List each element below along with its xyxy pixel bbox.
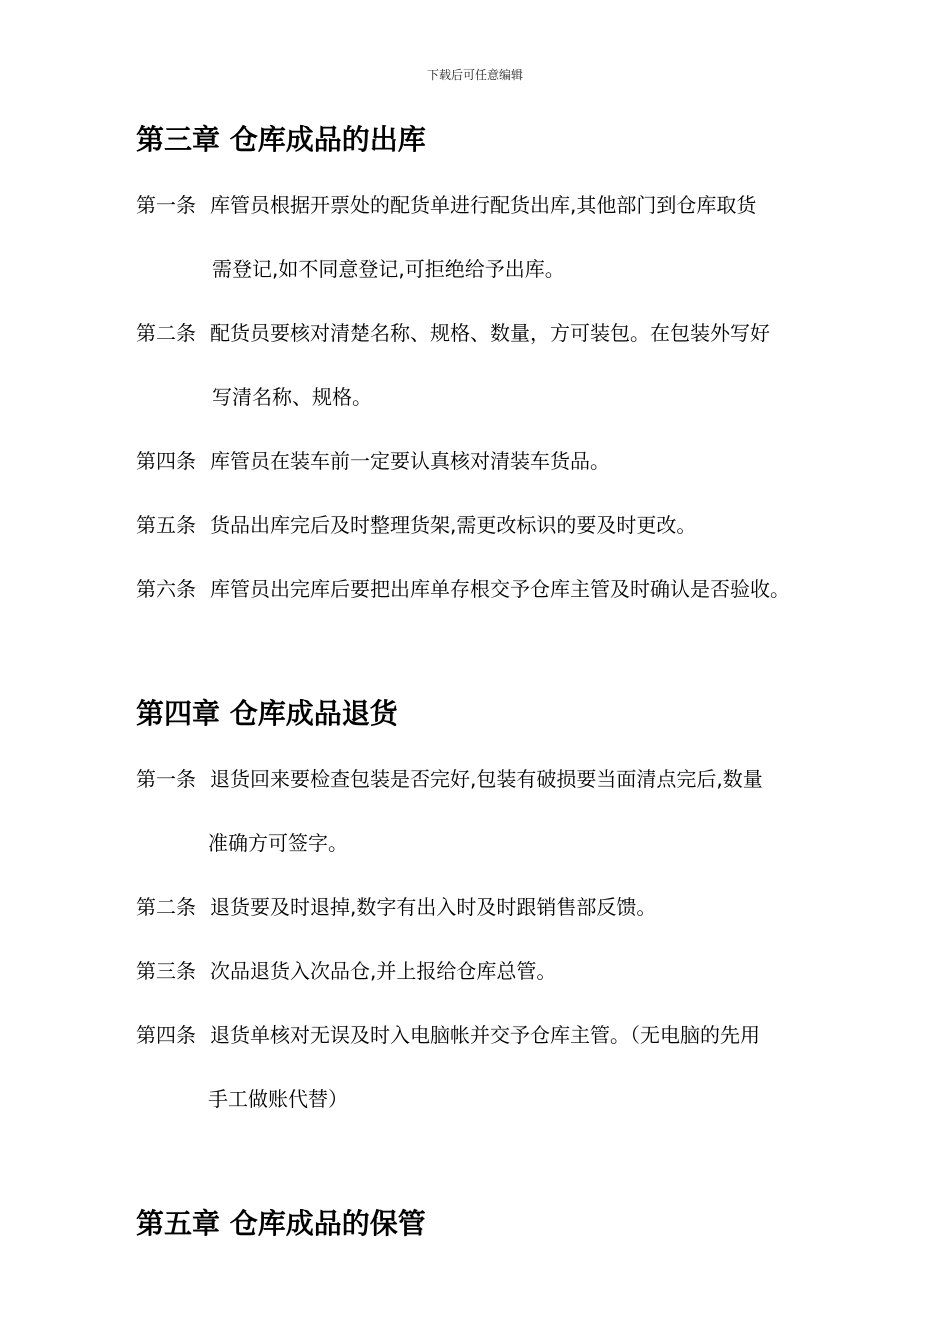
article-text: 库管员根据开票处的配货单进行配货出库,其他部门到仓库取货 xyxy=(210,193,757,217)
article-3-2-continuation: 写清名称、规格。 xyxy=(212,385,372,409)
article-text: 次品退货入次品仓,并上报给仓库总管。 xyxy=(210,959,557,983)
article-text: 退货回来要检查包装是否完好,包装有破损要当面清点完后,数量 xyxy=(210,767,763,791)
article-label: 第三条 xyxy=(136,959,196,983)
article-label: 第四条 xyxy=(136,449,196,473)
article-text: 退货单核对无误及时入电脑帐并交予仓库主管。（无电脑的先用 xyxy=(210,1023,760,1047)
article-label: 第一条 xyxy=(136,193,196,217)
article-label: 第四条 xyxy=(136,1023,196,1047)
article-text: 退货要及时退掉,数字有出入时及时跟销售部反馈。 xyxy=(210,895,657,919)
chapter-title-4: 第四章 仓库成品退货 xyxy=(136,697,398,730)
article-4-4-continuation: 手工做账代替） xyxy=(208,1087,348,1111)
article-4-1-continuation: 准确方可签字。 xyxy=(208,831,348,855)
article-text: 库管员出完库后要把出库单存根交予仓库主管及时确认是否验收。 xyxy=(210,577,790,601)
header-note: 下载后可任意编辑 xyxy=(426,68,523,82)
chapter-title-3: 第三章 仓库成品的出库 xyxy=(136,123,426,156)
chapter-title-5: 第五章 仓库成品的保管 xyxy=(136,1207,426,1240)
article-text: 库管员在装车前一定要认真核对清装车货品。 xyxy=(210,449,610,473)
article-text: 配货员要核对清楚名称、规格、数量，方可装包。在包装外写好 xyxy=(210,321,770,345)
article-label: 第六条 xyxy=(136,577,196,601)
article-3-6 xyxy=(136,574,790,604)
article-text: 货品出库完后及时整理货架,需更改标识的要及时更改。 xyxy=(210,513,697,537)
article-3-4 xyxy=(136,446,610,476)
article-label: 第五条 xyxy=(136,513,196,537)
article-3-5 xyxy=(136,510,696,540)
article-4-2 xyxy=(136,892,656,922)
article-3-1-continuation: 需登记,如不同意登记,可拒绝给予出库。 xyxy=(212,257,565,281)
article-3-1 xyxy=(136,190,756,220)
article-4-1 xyxy=(136,764,763,794)
article-label: 第二条 xyxy=(136,321,196,345)
article-4-4 xyxy=(136,1020,760,1050)
article-3-2 xyxy=(136,318,770,348)
article-4-3 xyxy=(136,956,556,986)
article-label: 第二条 xyxy=(136,895,196,919)
article-label: 第一条 xyxy=(136,767,196,791)
